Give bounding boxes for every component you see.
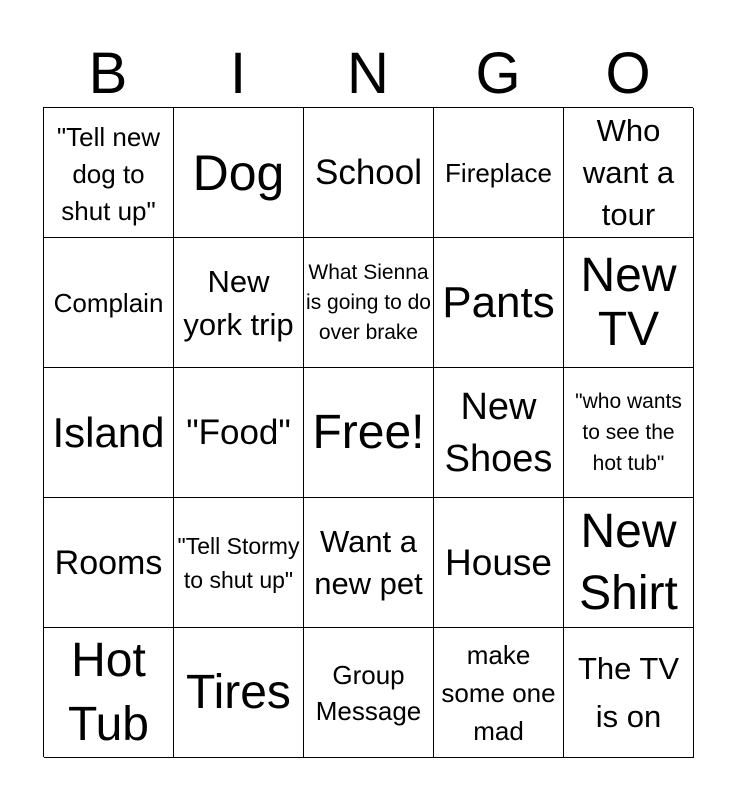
bingo-cell[interactable]: "Tell new dog to shut up" (44, 108, 174, 238)
header-letter-n: N (347, 41, 389, 106)
bingo-cell[interactable]: Island (44, 368, 174, 498)
bingo-cell[interactable]: Free! (304, 368, 434, 498)
bingo-cell[interactable]: School (304, 108, 434, 238)
bingo-cell[interactable]: "Food" (174, 368, 304, 498)
bingo-cell[interactable]: New TV (564, 238, 694, 368)
bingo-cell[interactable]: Complain (44, 238, 174, 368)
bingo-cell[interactable]: Who want a tour (564, 108, 694, 238)
bingo-cell[interactable]: Want a new pet (304, 498, 434, 628)
bingo-cell[interactable]: The TV is on (564, 628, 694, 758)
bingo-cell[interactable]: Group Message (304, 628, 434, 758)
header-letter-i: I (229, 41, 247, 106)
bingo-cell[interactable]: Pants (434, 238, 564, 368)
bingo-header (43, 40, 693, 108)
bingo-cell[interactable]: Fireplace (434, 108, 564, 238)
bingo-cell[interactable]: Tires (174, 628, 304, 758)
header-letter-g: G (475, 41, 521, 106)
bingo-cell[interactable]: Rooms (44, 498, 174, 628)
bingo-cell[interactable]: What Sienna is going to do over brake (304, 238, 434, 368)
bingo-board (43, 107, 693, 757)
header-letter-o: O (605, 41, 651, 106)
bingo-cell[interactable]: Dog (174, 108, 304, 238)
bingo-cell[interactable]: "who wants to see the hot tub" (564, 368, 694, 498)
bingo-cell[interactable]: New Shoes (434, 368, 564, 498)
bingo-cell[interactable]: Hot Tub (44, 628, 174, 758)
bingo-cell[interactable]: New Shirt (564, 498, 694, 628)
bingo-cell[interactable]: make some one mad (434, 628, 564, 758)
bingo-cell[interactable]: "Tell Stormy to shut up" (174, 498, 304, 628)
header-letter-b: B (88, 41, 128, 106)
bingo-cell[interactable]: House (434, 498, 564, 628)
bingo-cell[interactable]: New york trip (174, 238, 304, 368)
